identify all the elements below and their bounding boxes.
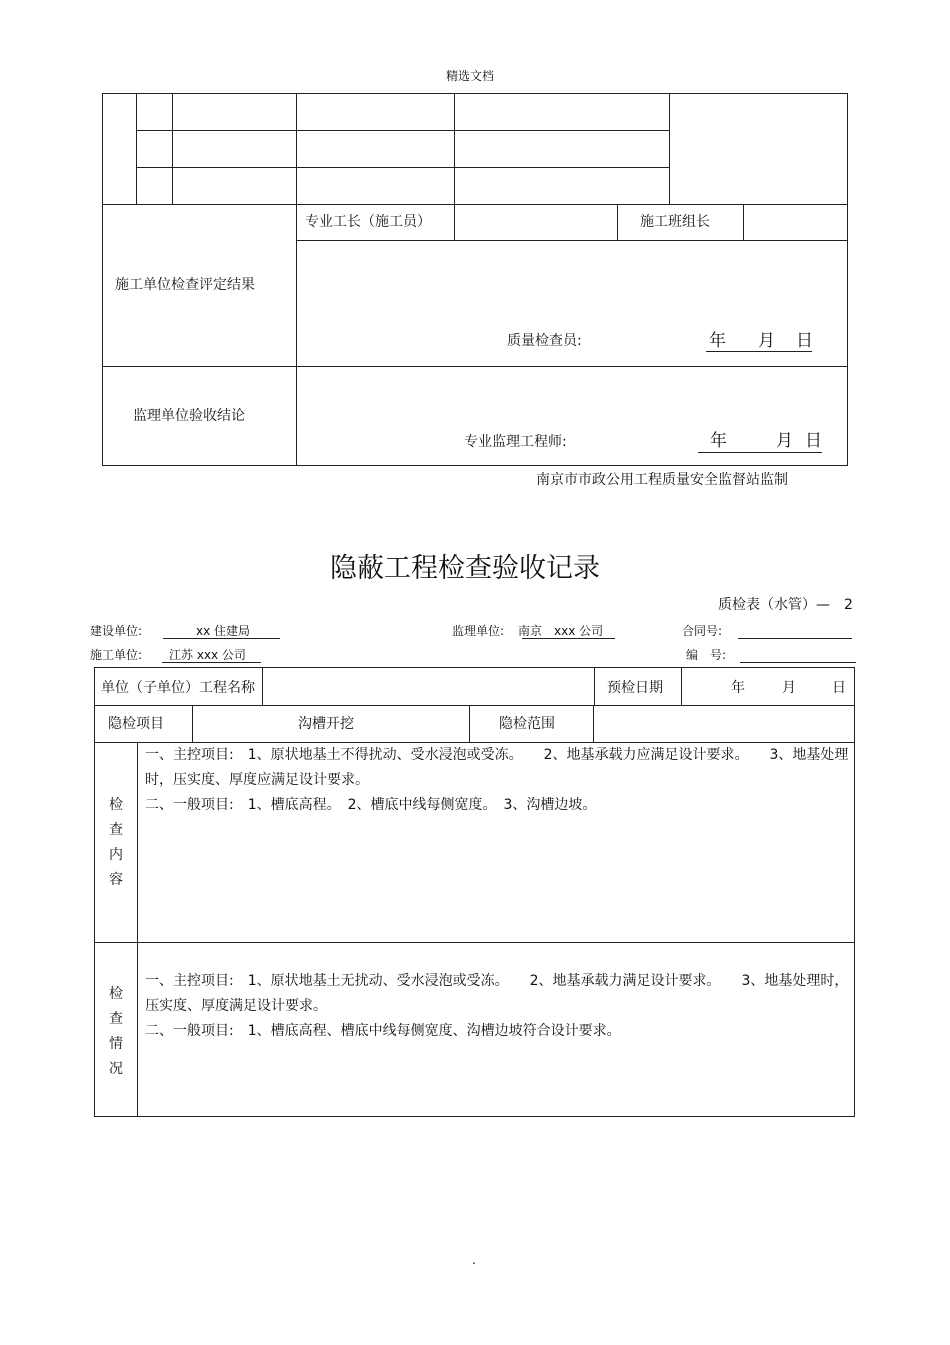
date-month: 月 — [758, 331, 775, 351]
table-border-bottom — [94, 1116, 855, 1117]
precheck-year: 年 — [731, 680, 745, 696]
team-leader-label: 施工班组长 — [640, 214, 710, 230]
owner-value: xx 住建局 — [196, 624, 251, 638]
date-day: 日 — [796, 331, 813, 351]
general-items: 二、一般项目: 1、槽底高程。 2、槽底中线每侧宽度。 3、沟槽边坡。 — [145, 797, 597, 813]
hidden-item-value: 沟槽开挖 — [298, 716, 354, 732]
top-table-border-top — [102, 93, 848, 94]
serial-number-underline — [740, 662, 856, 663]
owner-label: 建设单位: — [90, 624, 143, 638]
grid-line — [296, 93, 297, 466]
date-year: 年 — [710, 431, 727, 451]
label-char: 检 — [109, 797, 123, 813]
grid-line — [454, 204, 455, 241]
table-border-right — [854, 667, 855, 1117]
table-border-left — [94, 667, 95, 1117]
supervisor-unit-value: 南京 xxx 公司 — [518, 624, 604, 638]
top-table-border-right — [847, 93, 848, 466]
top-table-border-bottom — [102, 465, 848, 466]
inspection-status-label — [106, 982, 126, 1082]
grid-line — [192, 705, 193, 743]
grid-line — [681, 667, 682, 706]
main-control-items: 一、主控项目: 1、原状地基土无扰动、受水浸泡或受冻。 2、地基承载力满足设计要求。 3、地基处理时，压实度、厚度满足设计要求。 — [145, 973, 849, 1014]
grid-line — [262, 667, 263, 706]
main-control-items: 一、主控项目: 1、原状地基土不得扰动、受水浸泡或受冻。 2、地基承载力应满足设计要求。 3、地基处理时，压实度、厚度应满足设计要求。 — [145, 747, 849, 788]
grid-line — [102, 204, 848, 205]
contractor-unit-underline — [162, 662, 261, 663]
hidden-scope-label: 隐检范围 — [499, 716, 555, 732]
grid-line — [172, 93, 173, 205]
grid-line — [136, 93, 137, 205]
supervisor-conclusion-label: 监理单位验收结论 — [133, 408, 245, 424]
date-underline — [698, 452, 822, 453]
label-char: 检 — [109, 986, 123, 1002]
grid-line — [296, 240, 848, 241]
precheck-day: 日 — [832, 680, 846, 696]
grid-line — [617, 204, 618, 241]
contractor-unit-label: 施工单位: — [90, 648, 143, 662]
grid-line — [102, 366, 848, 367]
label-char: 容 — [109, 872, 123, 888]
grid-line — [136, 130, 670, 131]
contractor-unit-value: 江苏 xxx 公司 — [169, 648, 246, 662]
inspection-status-text — [145, 969, 849, 1044]
grid-line — [669, 93, 670, 205]
inspection-content-text — [145, 743, 849, 818]
supervising-engineer-label: 专业监理工程师: — [464, 434, 567, 450]
contract-number-label: 合同号: — [682, 624, 723, 638]
foreman-label: 专业工长（施工员） — [305, 214, 431, 230]
precheck-date-label: 预检日期 — [607, 680, 663, 696]
label-char: 情 — [109, 1036, 123, 1052]
grid-line — [454, 93, 455, 205]
page-footer-mark: . — [472, 1253, 476, 1267]
supervisor-unit-label: 监理单位: — [452, 624, 505, 638]
page-header-watermark: 精选文档 — [446, 69, 495, 83]
form-code: 质检表（水管）— 2 — [718, 597, 853, 613]
form-title: 隐蔽工程检查验收记录 — [330, 553, 600, 584]
serial-number-label: 编 号: — [686, 648, 727, 662]
owner-underline — [163, 638, 280, 639]
date-year: 年 — [709, 331, 726, 351]
contract-number-underline — [738, 638, 852, 639]
grid-line — [593, 705, 594, 743]
hidden-item-label: 隐检项目 — [108, 716, 164, 732]
grid-line — [137, 742, 138, 1117]
table-border-top — [94, 667, 855, 668]
label-char: 况 — [109, 1061, 123, 1077]
grid-line — [743, 204, 744, 241]
label-char: 查 — [109, 1011, 123, 1027]
precheck-month: 月 — [782, 680, 796, 696]
label-char: 内 — [109, 847, 123, 863]
grid-line — [94, 705, 855, 706]
date-month: 月 — [776, 431, 793, 451]
contractor-result-label: 施工单位检查评定结果 — [115, 277, 255, 293]
grid-line — [469, 705, 470, 743]
supervision-station-footer: 南京市市政公用工程质量安全监督站监制 — [536, 472, 788, 488]
label-char: 查 — [109, 822, 123, 838]
supervisor-unit-underline — [522, 638, 615, 639]
general-items: 二、一般项目: 1、槽底高程、槽底中线每侧宽度、沟槽边坡符合设计要求。 — [145, 1023, 621, 1039]
top-table-border-left — [102, 93, 103, 466]
grid-line — [94, 942, 855, 943]
inspection-content-label — [106, 793, 126, 893]
date-day: 日 — [805, 431, 822, 451]
project-name-label: 单位（子单位）工程名称 — [101, 680, 255, 696]
date-underline — [706, 351, 812, 352]
grid-line — [136, 167, 670, 168]
quality-inspector-label: 质量检查员: — [507, 333, 582, 349]
grid-line — [594, 667, 595, 706]
